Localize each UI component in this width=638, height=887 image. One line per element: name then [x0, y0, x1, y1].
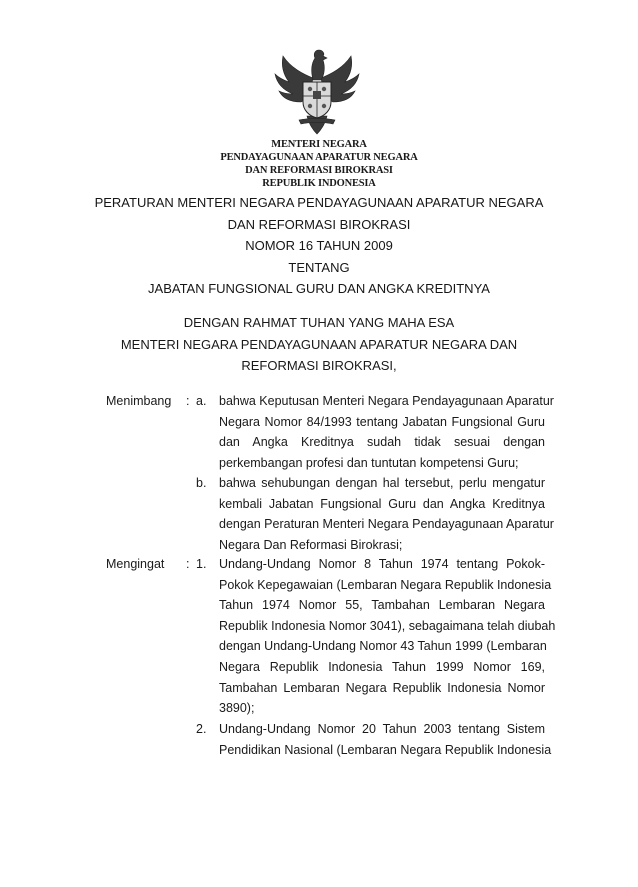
item-marker: b. — [196, 476, 207, 490]
letterhead-line: REPUBLIK INDONESIA — [262, 178, 376, 189]
text-line: Negara Dan Reformasi Birokrasi; — [219, 537, 403, 552]
text-line: Pendidikan Nasional (Lembaran Negara Republik Indonesia — [219, 742, 552, 757]
text-line: Tahun 1974 Nomor 55, Tambahan Lembaran Negara — [219, 598, 545, 613]
preamble-line-3: REFORMASI BIROKRASI, — [241, 358, 397, 373]
text-line: bahwa sehubungan dengan hal tersebut, perlu mengatur — [219, 476, 545, 490]
text-line: Republik Indonesia Nomor 3041), sebagaimana telah diubah — [219, 618, 556, 633]
letterhead-line: MENTERI NEGARA — [271, 139, 367, 150]
menimbang-item-b — [219, 473, 554, 555]
regulation-number: NOMOR 16 TAHUN 2009 — [245, 238, 393, 253]
text-line: Undang-Undang Nomor 8 Tahun 1974 tentang Pokok- — [219, 557, 545, 571]
letterhead-line: PENDAYAGUNAAN APARATUR NEGARA — [220, 152, 418, 163]
preamble-line-2: MENTERI NEGARA PENDAYAGUNAAN APARATUR NEGARA DAN — [120, 336, 518, 352]
regulation-title — [0, 192, 638, 300]
text-line: Undang-Undang Nomor 20 Tahun 2003 tentang Sistem — [219, 722, 545, 736]
regulation-subject: JABATAN FUNGSIONAL GURU DAN ANGKA KREDITNYA — [148, 281, 490, 296]
title-line-2: DAN REFORMASI BIROKRASI — [227, 216, 411, 232]
item-marker: 1. — [196, 557, 207, 571]
mengingat-label: Mengingat — [106, 557, 165, 571]
text-line: dengan Peraturan Menteri Negara Pendayagunaan Aparatur — [219, 517, 554, 532]
mengingat-item-1 — [219, 554, 556, 719]
text-line: Negara Nomor 84/1993 tentang Jabatan Fungsional Guru — [219, 414, 545, 429]
mengingat-colon: : — [186, 557, 190, 571]
preamble — [0, 312, 638, 377]
menimbang-label: Menimbang — [106, 394, 172, 408]
menimbang-colon: : — [186, 394, 190, 408]
text-line: dan Angka Kreditnya sudah tidak sesuai dengan — [219, 435, 545, 450]
item-marker: a. — [196, 394, 207, 408]
text-line: dengan Undang-Undang Nomor 43 Tahun 1999 (Lembaran — [219, 639, 547, 654]
text-line: perkembangan profesi dan tuntutan kompetensi Guru; — [219, 455, 519, 470]
text-line: kembali Jabatan Fungsional Guru dan Angka Kreditnya — [219, 496, 545, 511]
preamble-line-1: DENGAN RAHMAT TUHAN YANG MAHA ESA — [183, 315, 455, 330]
letterhead — [0, 138, 638, 190]
mengingat-item-2 — [219, 719, 552, 760]
text-line: bahwa Keputusan Menteri Negara Pendayagunaan Aparatur — [219, 394, 554, 408]
garuda-emblem-icon — [269, 44, 365, 136]
item-marker: 2. — [196, 722, 207, 736]
menimbang-item-a — [219, 391, 554, 473]
text-line: Tambahan Lembaran Negara Republik Indonesia Nomor — [219, 680, 545, 695]
text-line: Negara Republik Indonesia Tahun 1999 Nomor 169, — [219, 659, 545, 674]
letterhead-line: DAN REFORMASI BIROKRASI — [245, 165, 393, 176]
tentang-label: TENTANG — [288, 259, 350, 275]
title-line-1: PERATURAN MENTERI NEGARA PENDAYAGUNAAN APARATUR NEGARA — [94, 195, 544, 210]
text-line: 3890); — [219, 701, 255, 716]
text-line: Pokok Kepegawaian (Lembaran Negara Republik Indonesia — [219, 577, 552, 592]
